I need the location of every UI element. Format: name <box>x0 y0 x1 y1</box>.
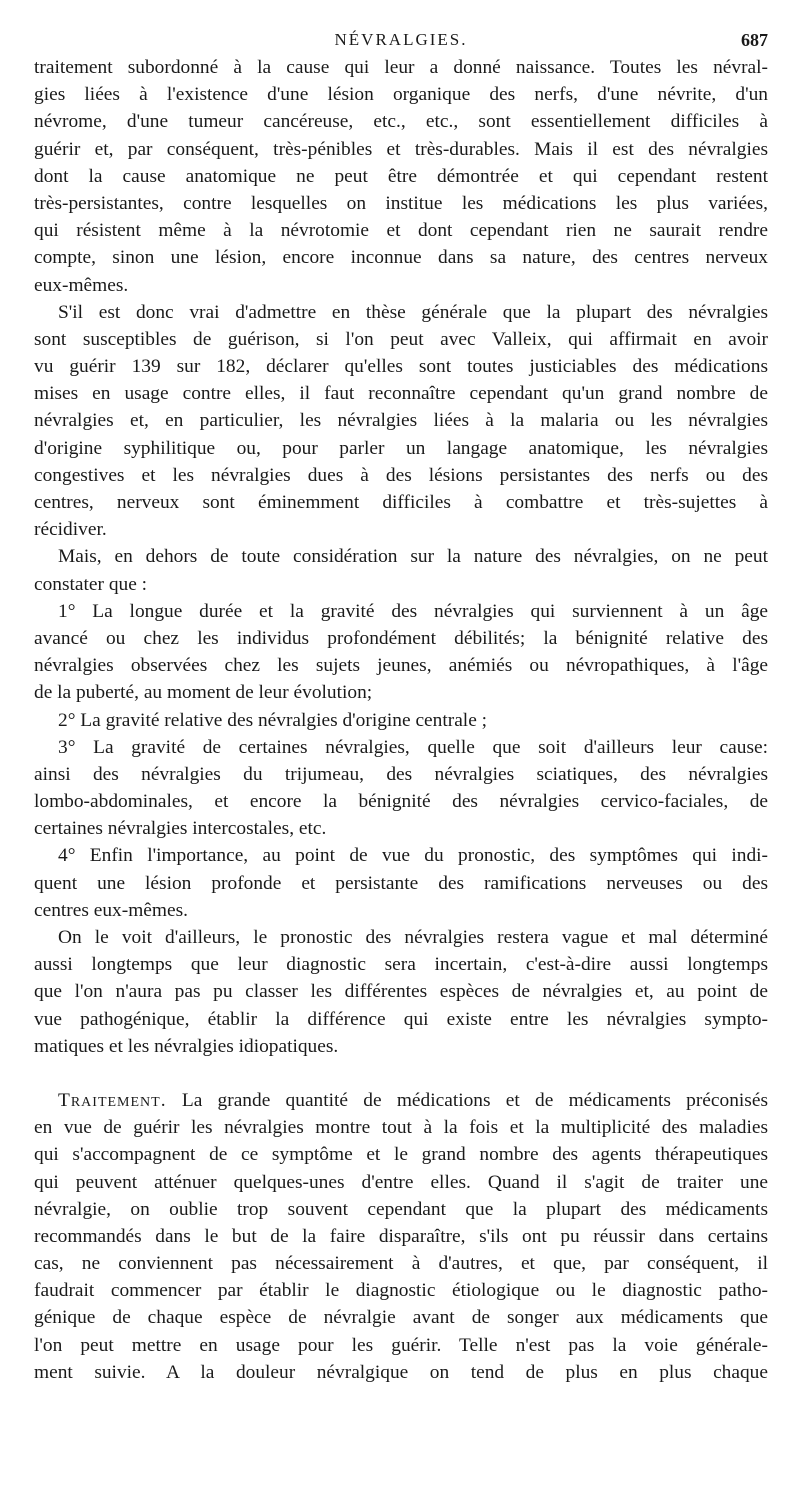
text-line: cas, ne conviennent pas nécessairement à d'autres, et que, par conséquent, il <box>34 1253 768 1275</box>
section-gap <box>34 1060 768 1087</box>
text-line: d'origine syphilitique ou, pour parler un langage anatomique, les névralgies <box>34 437 768 459</box>
text-line: vue pathogénique, établir la différence qui existe entre les névralgies sympto- <box>34 1008 768 1030</box>
text-line: centres, nerveux sont éminemment difficiles à combattre et très-sujettes à <box>34 492 768 513</box>
text-line: 4° Enfin l'importance, au point de vue du pronostic, des symptômes qui indi- <box>58 845 768 867</box>
text-line: ainsi des névralgies du trijumeau, des névralgies sciatiques, des névralgies <box>34 763 768 785</box>
section-first-line <box>34 1087 768 1114</box>
text-line: compte, sinon une lésion, encore inconnue dans sa nature, des centres nerveux <box>34 247 768 269</box>
text-line: l'on peut mettre en usage pour les guérir. Telle n'est pas la voie générale- <box>34 1334 768 1356</box>
text-line: constater que : <box>34 573 148 595</box>
section-heading: Traitement. <box>58 1089 167 1111</box>
text-line: vu guérir 139 sur 182, déclarer qu'elles sont toutes justiciables des médications <box>34 356 768 378</box>
text-line: qui peuvent atténuer quelques-unes d'entre elles. Quand il s'agit de traiter une <box>34 1171 768 1193</box>
text-line: 3° La gravité de certaines névralgies, quelle que soit d'ailleurs leur cause: <box>58 736 768 758</box>
text-line: récidiver. <box>34 519 107 541</box>
text-line: névralgie, on oublie trop souvent cependant que la plupart des médicaments <box>34 1198 768 1220</box>
text-line: On le voit d'ailleurs, le pronostic des névralgies restera vague et mal déterminé <box>58 927 768 948</box>
text-line: qui résistent même à la névrotomie et dont cependant rien ne saurait rendre <box>34 220 768 242</box>
book-page <box>34 30 768 1386</box>
text-line: très-persistantes, contre lesquelles on institue les médications les plus variées, <box>34 192 768 214</box>
text-line: avancé ou chez les individus profondément débilités; la bénignité relative des <box>34 627 768 649</box>
text-line: que l'on n'aura pas pu classer les différentes espèces de névralgies et, au point de <box>34 981 768 1003</box>
text-line: guérir et, par conséquent, très-pénibles et très-durables. Mais il est des névralgies <box>34 138 768 160</box>
page-header <box>34 30 768 54</box>
text-line: congestives et les névralgies dues à des lésions persistantes des nerfs ou des <box>34 464 768 486</box>
text-line: quent une lésion profonde et persistante des ramifications nerveuses ou des <box>34 872 768 894</box>
text-line: de la puberté, au moment de leur évolution; <box>34 682 373 704</box>
text-line: en vue de guérir les névralgies montre tout à la fois et la multiplicité des maladies <box>34 1117 768 1139</box>
text-line: 1° La longue durée et la gravité des névralgies qui surviennent à un âge <box>58 600 768 622</box>
text-line: S'il est donc vrai d'admettre en thèse générale que la plupart des névralgies <box>58 301 768 323</box>
page-number: 687 <box>741 30 768 50</box>
body-text <box>34 54 768 1060</box>
text-line: mises en usage contre elles, il faut reconnaître cependant qu'un grand nombre de <box>34 383 768 405</box>
text-line: 2° La gravité relative des névralgies d'origine centrale ; <box>58 709 488 731</box>
text-line: névrome, d'une tumeur cancéreuse, etc., etc., sont essentiellement difficiles à <box>34 111 768 133</box>
text-line: traitement subordonné à la cause qui leur a donné naissance. Toutes les névral- <box>34 57 768 78</box>
text-line: lombo-abdominales, et encore la bénignité des névralgies cervico-faciales, de <box>34 791 768 813</box>
text-line: ment suivie. A la douleur névralgique on tend de plus en plus chaque <box>34 1361 768 1383</box>
text-line: sont susceptibles de guérison, si l'on peut avec Valleix, qui affirmait en avoir <box>34 328 768 350</box>
text-line: qui s'accompagnent de ce symptôme et le grand nombre des agents thérapeutiques <box>34 1144 768 1166</box>
text-line: génique de chaque espèce de névralgie avant de songer aux médicaments que <box>34 1307 768 1329</box>
treatment-section <box>34 1087 768 1386</box>
text-line: dont la cause anatomique ne peut être démontrée et qui cependant restent <box>34 165 768 187</box>
text-line: eux-mêmes. <box>34 274 129 296</box>
text-line: aussi longtemps que leur diagnostic sera incertain, c'est-à-dire aussi longtemps <box>34 954 768 976</box>
text-line: matiques et les névralgies idiopatiques. <box>34 1035 339 1057</box>
text-line: recommandés dans le but de la faire disparaître, s'ils ont pu réussir dans certains <box>34 1225 768 1247</box>
text-line: centres eux-mêmes. <box>34 899 188 921</box>
text-line: névralgies et, en particulier, les névralgies liées à la malaria ou les névralgies <box>34 410 768 432</box>
running-title: NÉVRALGIES. <box>334 30 468 49</box>
section-first-line-text: La grande quantité de médications et de médicaments préconisés <box>181 1089 768 1111</box>
text-line: certaines névralgies intercostales, etc. <box>34 818 327 840</box>
text-line: névralgies observées chez les sujets jeunes, anémiés ou névropathiques, à l'âge <box>34 655 768 677</box>
text-line: Mais, en dehors de toute considération sur la nature des névralgies, on ne peut <box>58 546 768 568</box>
text-line: gies liées à l'existence d'une lésion organique des nerfs, d'une névrite, d'un <box>34 84 768 106</box>
text-line: faudrait commencer par établir le diagnostic étiologique ou le diagnostic patho- <box>34 1280 768 1302</box>
